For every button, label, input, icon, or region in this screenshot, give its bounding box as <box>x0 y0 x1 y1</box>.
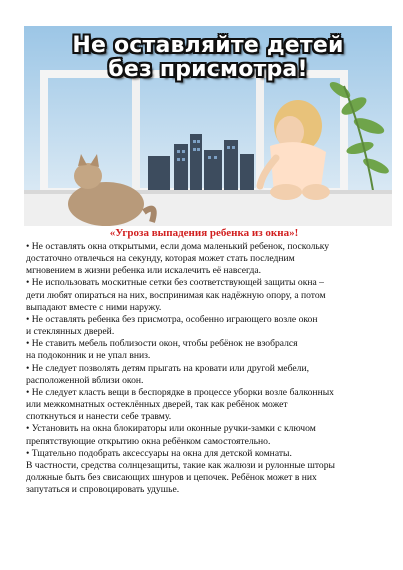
text-line: • Не оставлять окна открытыми, если дома маленький ребенок, поскольку <box>26 241 330 252</box>
paragraph-7 <box>26 423 382 447</box>
text-line: достаточно отвлечься на секунду, которая может стать последним <box>26 253 295 265</box>
paragraph-6 <box>26 387 382 423</box>
safety-article <box>26 227 382 496</box>
paragraph-4 <box>26 338 382 362</box>
poster-headline <box>24 34 392 82</box>
text-line: должные быть без свисающих шнуров и цепочек. Ребёнок может в них <box>26 471 317 483</box>
text-line: В частности, средства солнцезащиты, такие как жалюзи и рулонные шторы <box>26 459 335 471</box>
paragraph-3 <box>26 314 382 338</box>
text-line: или межкомнатных остеклённых дверей, так как ребёнок может <box>26 399 288 411</box>
text-line: дети любят опираться на них, воспринимая как надёжную опору, а потом <box>26 289 326 301</box>
text-line: споткнуться и нанести себе травму. <box>26 411 172 423</box>
text-line: препятствующие открытию окна ребёнком самостоятельно. <box>26 435 271 447</box>
paragraph-5 <box>26 363 382 387</box>
paragraph-1 <box>26 241 382 277</box>
text-line: выпадают вместе с ними наружу. <box>26 301 162 313</box>
text-line: мгновением в жизни ребенка или искалечить её навсегда. <box>26 265 262 277</box>
paragraph-8 <box>26 448 382 497</box>
article-heading: «Угроза выпадения ребенка из окна»! <box>109 227 299 239</box>
poster-headline-line-2: без присмотра! <box>108 57 308 82</box>
poster-headline-line-1: Не оставляйте детей <box>72 33 344 58</box>
text-line: • Тщательно подобрать аксессуары на окна для детской комнаты. <box>26 447 292 459</box>
text-line: • Установить на окна блокираторы или оконные ручки-замки с ключом <box>26 423 316 435</box>
text-line: • Не ставить мебель поблизости окон, чтобы ребёнок не взобрался <box>26 338 298 350</box>
text-line: • Не следует класть вещи в беспорядке в процессе уборки возле балконных <box>26 386 334 398</box>
text-line: • Не следует позволять детям прыгать на кровати или другой мебели, <box>26 362 309 374</box>
paragraph-2 <box>26 277 382 313</box>
text-line: запутаться и спровоцировать удушье. <box>26 484 180 496</box>
text-line: • Не оставлять ребенка без присмотра, особенно играющего возле окон <box>26 313 318 325</box>
text-line: расположенной вблизи окон. <box>26 374 144 386</box>
text-line: и стеклянных дверей. <box>26 326 115 338</box>
text-line: на подоконник и не упал вниз. <box>26 350 151 362</box>
text-line: • Не использовать москитные сетки без соответствующей защиты окна – <box>26 277 324 289</box>
poster-image <box>24 26 392 226</box>
